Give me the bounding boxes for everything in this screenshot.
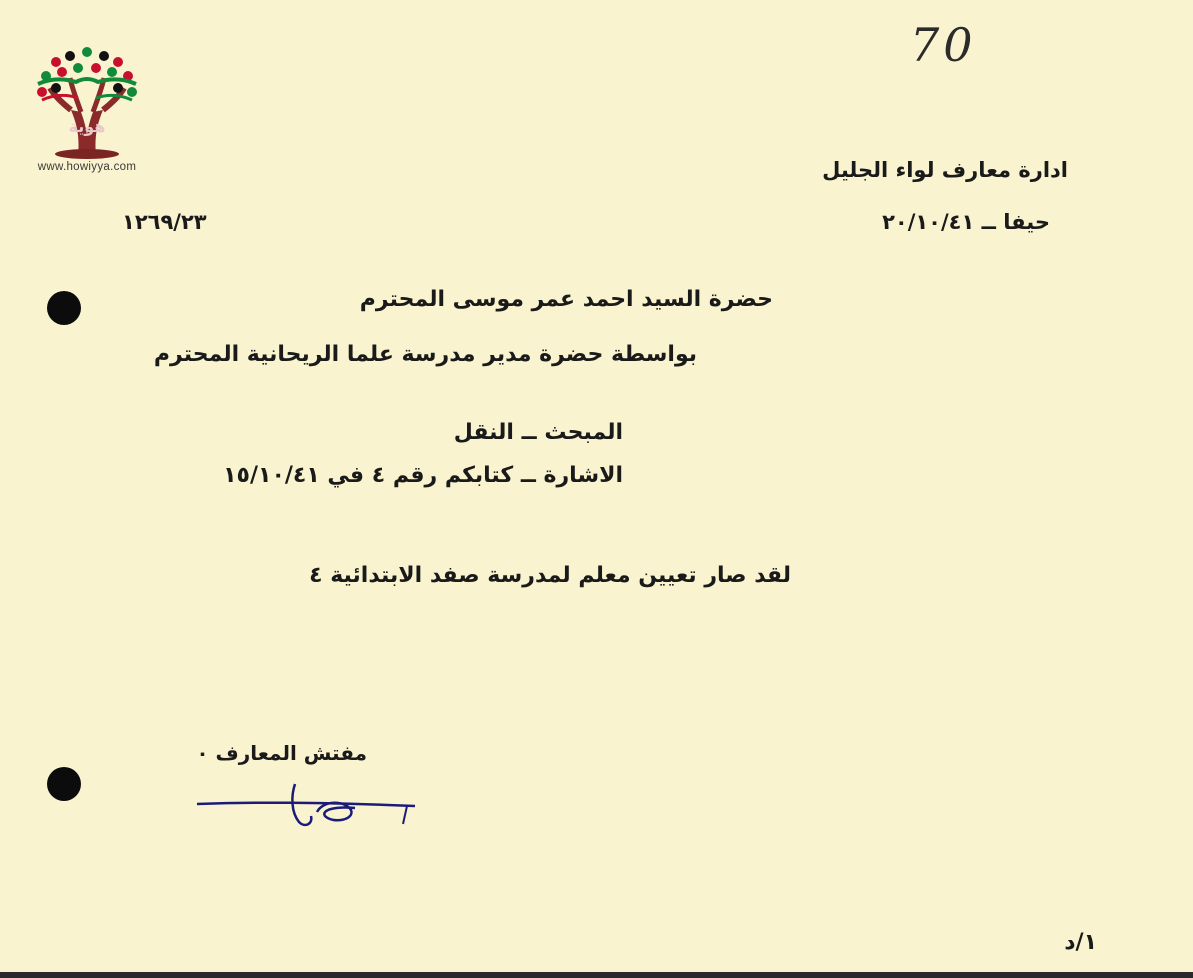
handwritten-signature	[195, 778, 425, 838]
logo-wordmark: هوية	[68, 117, 106, 136]
body-text: لقد صار تعيين معلم لمدرسة صفد الابتدائية ٤	[309, 563, 791, 588]
place-date: حيفا ــ ٢٠/١٠/٤١	[882, 210, 1050, 234]
reference-number: ١٢٦٩/٢٣	[122, 210, 207, 234]
recipient-line-1: حضرة السيد احمد عمر موسى المحترم	[359, 287, 773, 312]
recipient-line-2: بواسطة حضرة مدير مدرسة علما الريحانية المحترم	[153, 342, 697, 367]
punch-hole-bottom	[47, 767, 81, 801]
subject-topic: المبحث ــ النقل	[453, 420, 623, 445]
punch-hole-top	[47, 291, 81, 325]
logo-site-url: www.howiyya.com	[37, 161, 137, 173]
page-number-handwritten: 70	[910, 18, 977, 72]
office-title: ادارة معارف لواء الجليل	[822, 158, 1068, 182]
family-tree-icon	[26, 40, 148, 162]
howiyya-logo	[26, 40, 148, 180]
footer-code: ١/د	[1064, 930, 1097, 955]
signature-title: مفتش المعارف ٠	[196, 741, 367, 765]
scan-edge	[0, 972, 1193, 978]
subject-reference: الاشارة ــ كتابكم رقم ٤ في ١٥/١٠/٤١	[223, 463, 623, 488]
